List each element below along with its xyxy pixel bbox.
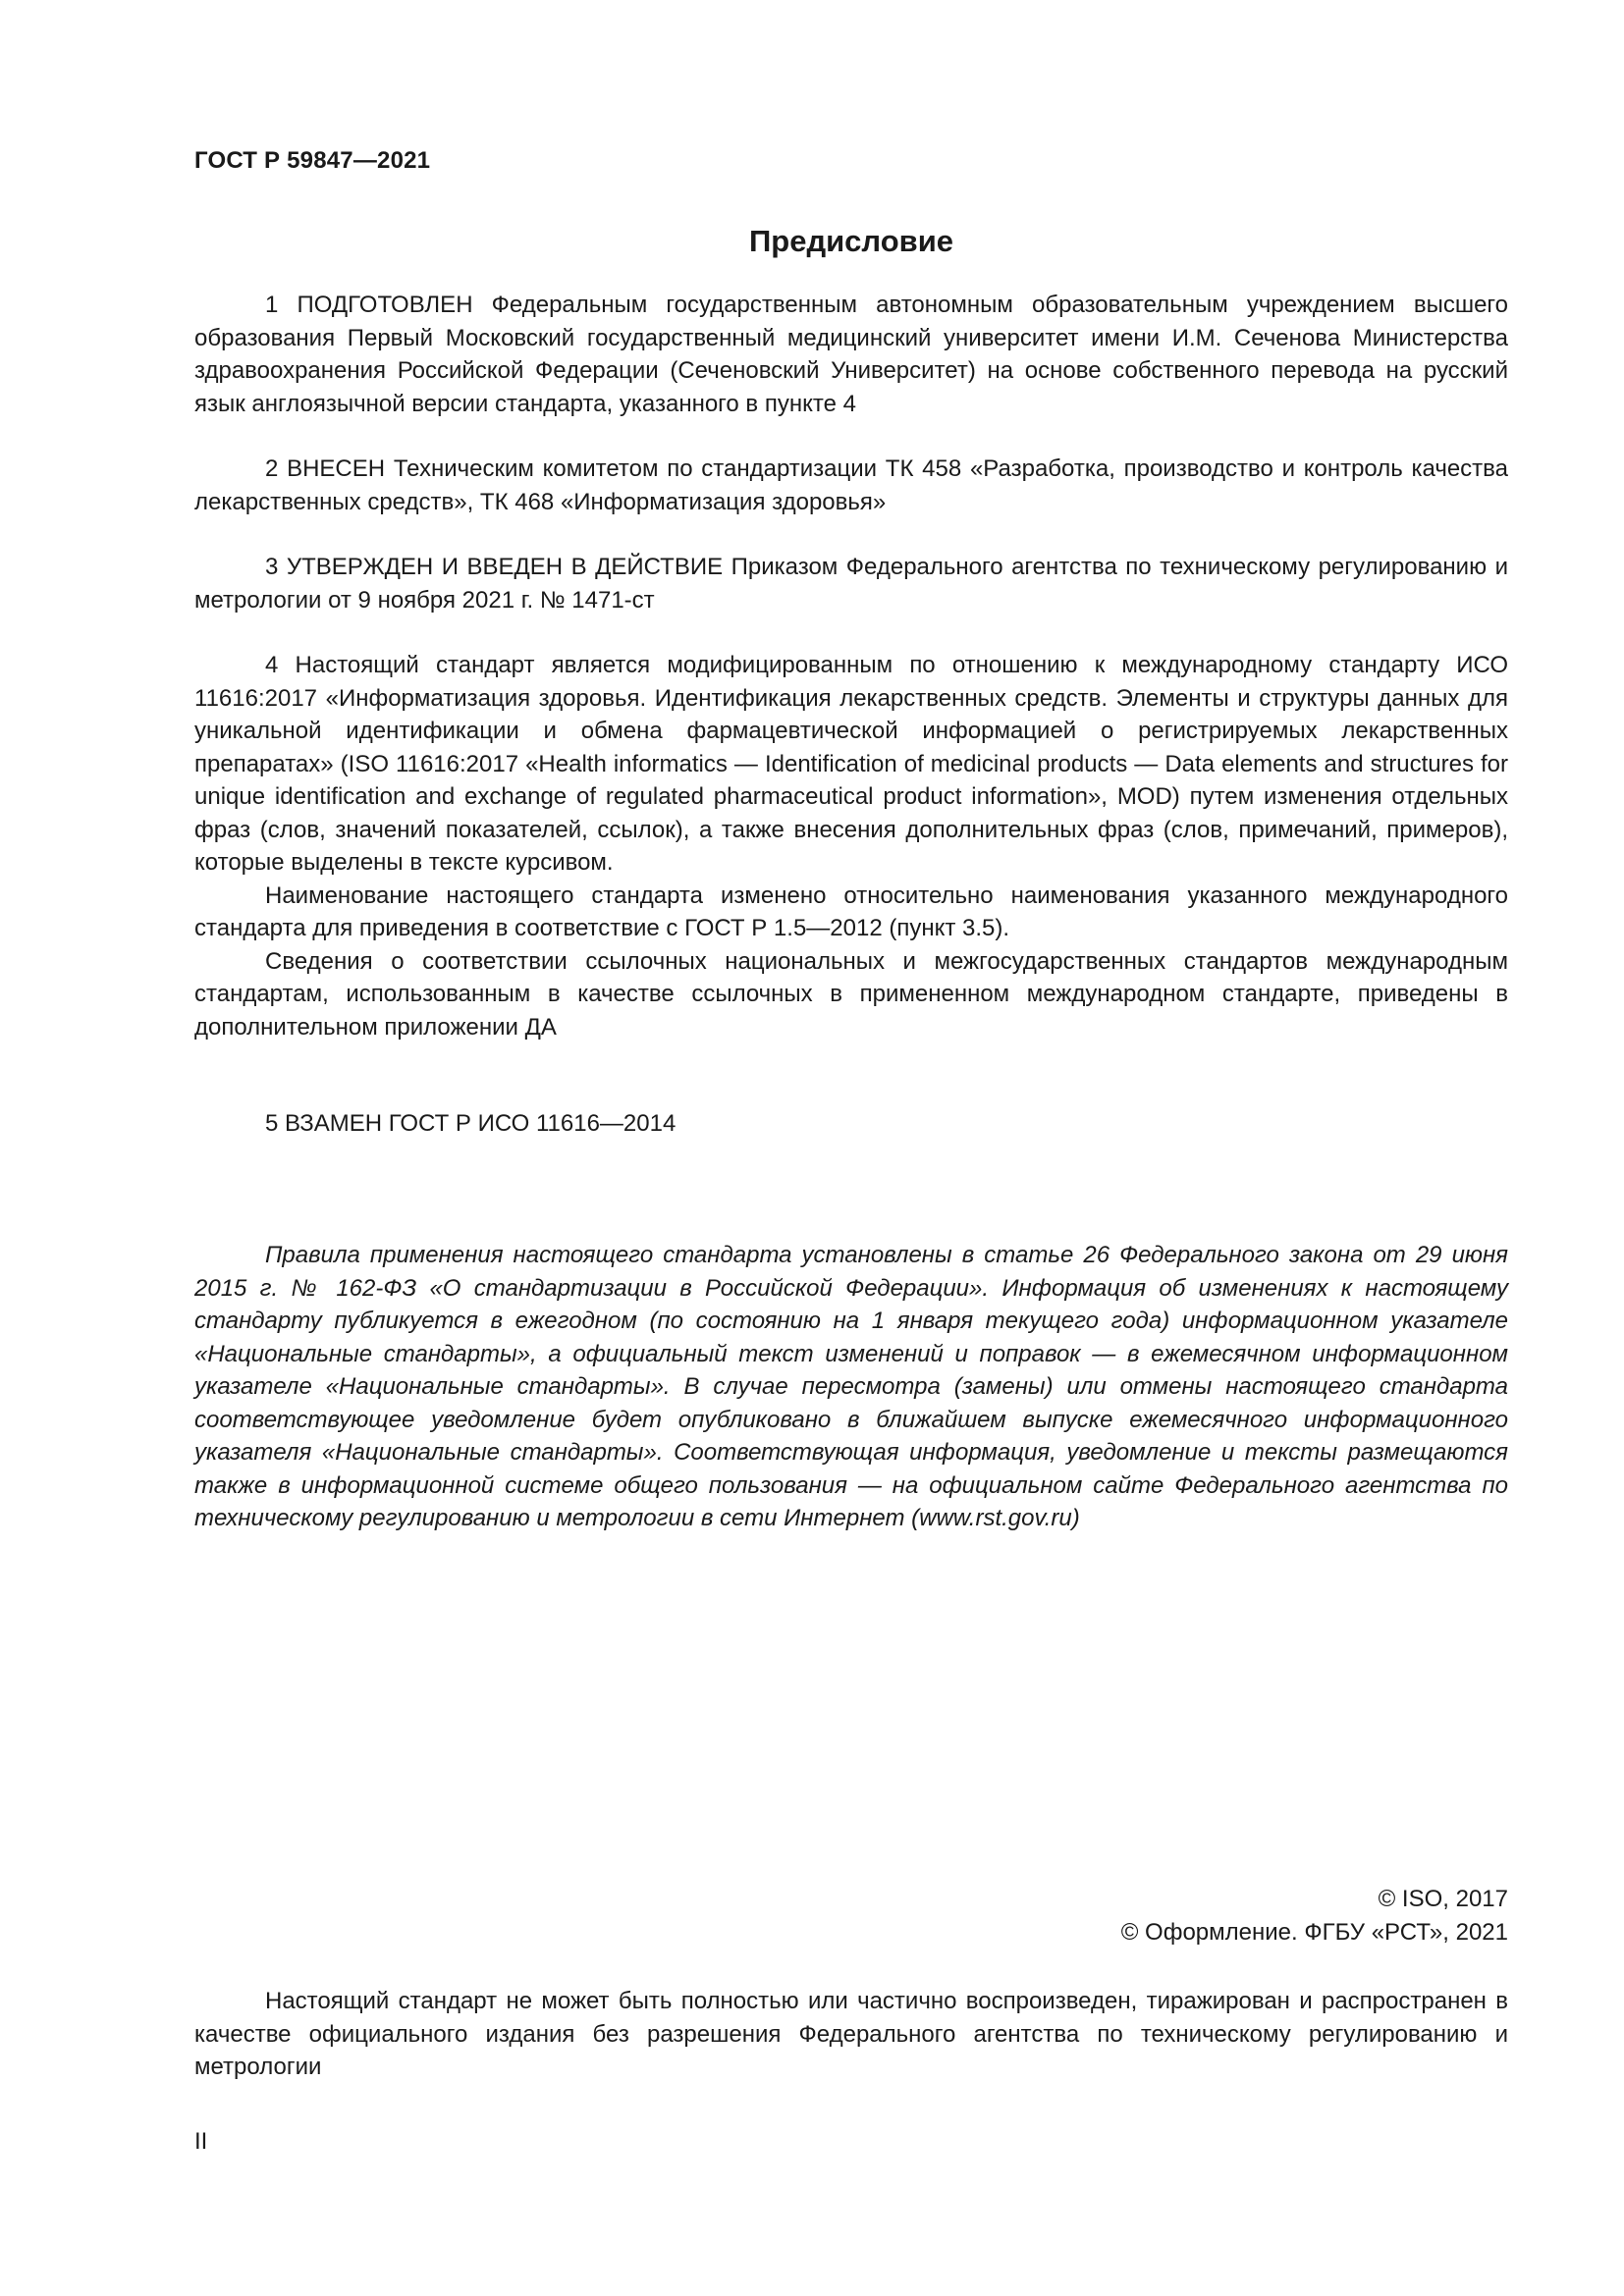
section-4 — [194, 649, 1508, 1043]
rules-notice — [194, 1239, 1508, 1535]
standard-code: ГОСТ Р 59847—2021 — [194, 147, 431, 174]
paragraph: 1 ПОДГОТОВЛЕН Федеральным государственным автономным образовательным учреждением высшего образования Первый Московский государственный медицинский университет имени И.М. Сеченова Министерства здравоохранения Российской Федерации (Сеченовский Университет) на основе собственного перевода на русский язык англоязычной версии стандарта, указанного в пункте 4 — [194, 292, 1508, 417]
copyright-iso: © ISO, 2017 — [1378, 1886, 1508, 1912]
paragraph: 4 Настоящий стандарт является модифицированным по отношению к международному стандарту ИСО 11616:2017 «Информатизация здоровья. Идентификация лекарственных средств. Элементы и структуры данных для уникальной идентификации и обмена фармацевтической информацией о регистрируемых лекарственных препаратах» (ISO 11616:2017 «Health informatics — Identification of medicinal products — Data elements and structures for unique identification and exchange of regulated pharmaceutical product information», MOD) путем изменения отдельных фраз (слов, значений показателей, ссылок), а также внесения дополнительных фраз (слов, примечаний, примеров), которые выделены в тексте курсивом. — [194, 652, 1508, 876]
page-number: II — [194, 2128, 208, 2155]
copyright-block — [194, 1883, 1508, 1949]
page-title: Предисловие — [748, 224, 953, 258]
paragraph: Настоящий стандарт не может быть полностью или частично воспроизведен, тиражирован и распространен в качестве официального издания без разрешения Федерального агентства по техническому регулированию и метрологии — [194, 1988, 1508, 2080]
copyright-rst: © Оформление. ФГБУ «РСТ», 2021 — [1120, 1918, 1508, 1946]
paragraph: Сведения о соответствии ссылочных национальных и межгосударственных стандартов международным стандартам, использованным в качестве ссылочных в примененном международном стандарте, приведены в дополнительном приложении ДА — [194, 947, 1508, 1041]
section-5 — [194, 1107, 1508, 1141]
paragraph: 3 УТВЕРЖДЕН И ВВЕДЕН В ДЕЙСТВИЕ Приказом Федерального агентства по техническому регулированию и метрологии от 9 ноября 2021 г. № 1471-ст — [194, 554, 1508, 614]
reproduction-notice — [194, 1985, 1508, 2084]
section-3 — [194, 551, 1508, 616]
paragraph: Наименование настоящего стандарта изменено относительно наименования указанного международного стандарта для приведения в соответствие с ГОСТ Р 1.5—2012 (пункт 3.5). — [194, 881, 1508, 941]
paragraph: 2 ВНЕСЕН Техническим комитетом по стандартизации ТК 458 «Разработка, производство и контроль качества лекарственных средств», ТК 468 «Информатизация здоровья» — [194, 455, 1508, 515]
section-1 — [194, 289, 1508, 420]
paragraph: 5 ВЗАМЕН ГОСТ Р ИСО 11616—2014 — [265, 1110, 677, 1137]
paragraph: Правила применения настоящего стандарта установлены в статье 26 Федерального закона от 29 июня 2015 г. № 162-ФЗ «О стандартизации в Российской Федерации». Информация об изменениях к настоящему стандарту публикуется в ежегодном (по состоянию на 1 января текущего года) информационном указателе «Национальные стандарты», а официальный текст изменений и поправок — в ежемесячном информационном указателе «Национальные стандарты». В случае пересмотра (замены) или отмены настоящего стандарта соответствующее уведомление будет опубликовано в ближайшем выпуске ежемесячного информационного указателя «Национальные стандарты». Соответствующая информация, уведомление и тексты размещаются также в информационной системе общего пользования — на официальном сайте Федерального агентства по техническому регулированию и метрологии в сети Интернет (www.rst.gov.ru) — [194, 1242, 1508, 1531]
section-2 — [194, 453, 1508, 518]
